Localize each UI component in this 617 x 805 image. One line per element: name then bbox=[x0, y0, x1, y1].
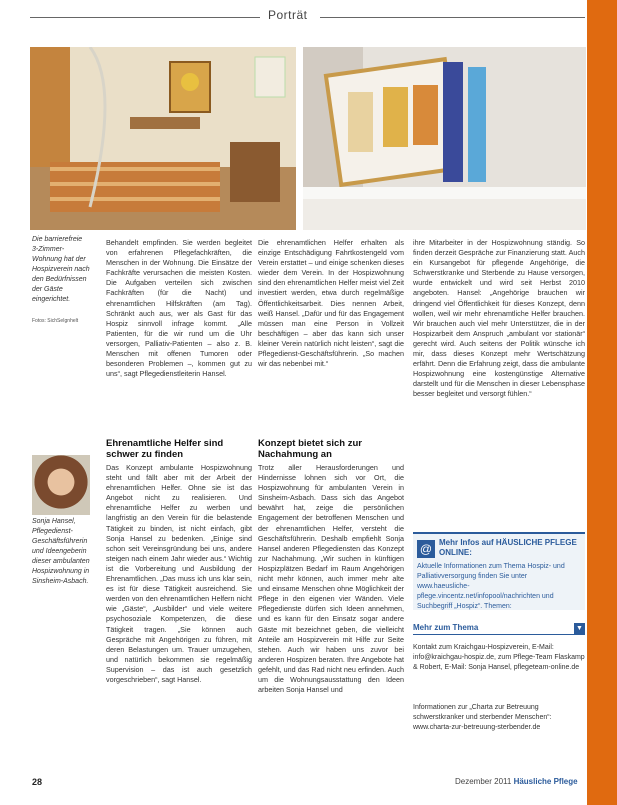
header-rule-left bbox=[30, 17, 260, 18]
at-icon: @ bbox=[417, 540, 435, 558]
column2-body: Trotz aller Herausforderungen und Hindernisse lohnen sich vor Ort, die Hospizwohnung für ambulanten Verein in Sinsheim-Asbach. Dass sich das Angebot bewährt hat, zeige die persönlichen Engagement der betroffenen Menschen und der ehrenamtlichen Helfer, versteht die Geschäftsführerin. Deshalb empfiehlt Sonja Hansel anderen Pflegediensten das Konzept zur Nachahmung. „Wir suchen in künftigen Hospizplätzen Bedarf im Raum Angehörigen nicht mehr können, auch immer mehr alte und einsame Menschen ohne Möglichkeit der Pflege in den eigenen vier Wänden. Viele Pflegedienste dürfen sich Ideen annehmen, und es kann für den Einsatz sogar andere Gäste mit bezeichnet geben, die vielleicht Anteile am Hospizverein mit Hilfe zur Seite stehen. Auch wir haben uns zuvor bei anderen Hospizen beraten. Ihre Angebote hat gefehlt, und das Rad nicht neu erfinden. Auch um die Wohnungsausstattung den Ideen arbeiten Sonja Hansel und bbox=[258, 463, 404, 695]
magazine-brand: Häusliche Pflege bbox=[513, 777, 578, 786]
chevron-down-icon: ▼ bbox=[574, 623, 585, 634]
portrait-caption: Sonja Hansel, Pflegedienst-Geschäftsführerin und Ideengeberin dieser ambulanten Hospizwohnung in Sinsheim-Asbach. bbox=[32, 518, 90, 585]
column1-intro: Behandelt empfinden. Sie werden begleitet von erfahrenen Pflegefachkräften, die Menschen in der Wohnung. Die Einsätze der Fachkräfte verursachen die meisten Kosten. Die Aufgaben verteilen sich zwischen Fachkräften (für die Nacht) und ehrenamtlichen Hilfskräften (am Tag). Schränkt auch aus, wer als Gast für das Hospiz sinnvoll infrage kommt. „Alle Patienten, für die wir rund um die Uhr versorgen, Palliativ-Patienten – also z. B. Menschen mit offenen Tumoren oder besonderen Problemen –, kommen gut zu uns“, sagt Pflegedienstleiterin Hansel. bbox=[106, 238, 252, 379]
column3-body: ihre Mitarbeiter in der Hospizwohnung ständig. So finden derzeit Gespräche zur Finanzierung statt. Auch ein Kursangebot für pflegende Angehörige, die Schwerstkranke und Sterbende zu Hause versorgen, wurde entwickelt und wird seit Herbst 2010 angeboten. Hansel: „Angehörige brauchen wir dringend viel Öffentlichkeit für dieses Konzept, denn wollen, weil wir mehr ehrenamtliche Helfer brauchen. Wir brauchen auch viel mehr Unterstützer, die in der Hospizarbeit dem Anspruch „ambulant vor stationär“ gerecht wird. Auch seitens der Politik wünsche ich mir, dass dieses Konzept mehr Wertschätzung erfährt. Denn die Erfahrung zeigt, dass die ambulante Hospizwohnung eine kostengünstige Alternative darstellt und für die Menschen in dieser Lebensphase besser begleitet und versorgt fühlen.“ bbox=[413, 238, 585, 399]
subhead-concept: Konzept bietet sich zur Nachahmung an bbox=[258, 438, 362, 460]
column2-intro: Die ehrenamtlichen Helfer erhalten als einzige Entschädigung Fahrtkostengeld vom Verein erstattet – und einige schenken dieses wieder dem Verein. In der Hospizwohnung sind den ehrenamtlichen Helfer meist viel Zeit investiert werden, etwa durch regelmäßige Öffentlichkeitsarbeit. Dies nennen Arbeit, weiß Hansel. „Dafür und für das Engagement müssen man eine Person in Vollzeit beschäftigen – aber das kann sich unser kleiner Verein natürlich nicht leisten“, sagt die Pflegedienst-Geschäftsführerin. „So machen wir das nebenbei mit.“ bbox=[258, 238, 404, 369]
interior-photo bbox=[30, 47, 296, 230]
more-topic-contact: Kontakt zum Kraichgau-Hospizverein, E-Mail: info@kraichgau-hospiz.de, zum Pflege-Team Flaskamp & Robert, E-Mail: Sonja Hansel, pflegeteam-online.de bbox=[413, 644, 585, 671]
shelf-photo bbox=[303, 47, 586, 230]
column1-body: Das Konzept ambulante Hospizwohnung steht und fällt aber mit der Arbeit der ehrenamtlichen Helfer. Ohne sie ist das Angebot nicht zu realisieren. Und ehrenamtliche Helfer zu werben und langfristig an den Verein für die belastende Tätigkeit zu binden, ist nicht einfach, gibt Sonja Hansel zu bedenken. „Einige sind schon seit Vereinsgründung bei uns, andere steigen nach einem Jahr wieder aus.“ Wichtig ist die Vorbereitung und Ausbildung der Ehrenamtlichen. „Das muss ich uns klar sein, es ist für diese Tätigkeit ausreichend. Sie werden von den ehrenamtlichen Helfern nicht wie „Gäste“, „Ausbilder“ und viele weitere psychosoziale Kompetenzen, die diese Tätigkeit tragen. „Sie können auch Gespräche mit Angehörigen zu führen, mit deren Belastungen um. Trauer umzugehen, und natürlich bekommen sie regelmäßig Supervision – das ist auch gesetzlich vorgeschrieben“, sagt Hansel. bbox=[106, 463, 252, 684]
interior-caption: Die barrierefreie 3-Zimmer-Wohnung hat der Hospizverein nach den Bedürfnissen der Gäste eingerichtet. bbox=[32, 236, 90, 303]
header-rule-right bbox=[320, 17, 585, 18]
more-topic-title: Mehr zum Thema bbox=[413, 623, 479, 632]
more-topic-charta: Informationen zur „Charta zur Betreuung schwerstkranker und sterbender Menschen“: www.charta-zur-betreuung-sterbender.de bbox=[413, 704, 552, 731]
more-topic-header bbox=[413, 623, 585, 635]
orange-accent-bar bbox=[587, 0, 617, 805]
photo-credit: Fotos: SichSeIgnhelt bbox=[32, 318, 79, 324]
footer-issue bbox=[455, 777, 578, 786]
info-box-text: Aktuelle Informationen zum Thema Hospiz- und Palliativversorgung finden Sie unter www.haeusliche-pflege.vincentz.net/infopool/nachrichten und Suchbegriff „Hospiz“. Themen: bbox=[417, 563, 565, 610]
info-box-title: Mehr Infos auf HÄUSLICHE PFLEGE ONLINE: bbox=[439, 538, 577, 557]
issue-date: Dezember 2011 bbox=[455, 777, 512, 786]
online-info-box bbox=[413, 532, 585, 610]
page-number: 28 bbox=[32, 777, 43, 787]
portrait-photo bbox=[32, 455, 90, 515]
subhead-volunteers: Ehrenamtliche Helfer sind schwer zu finden bbox=[106, 438, 224, 460]
section-label: Porträt bbox=[268, 8, 308, 22]
